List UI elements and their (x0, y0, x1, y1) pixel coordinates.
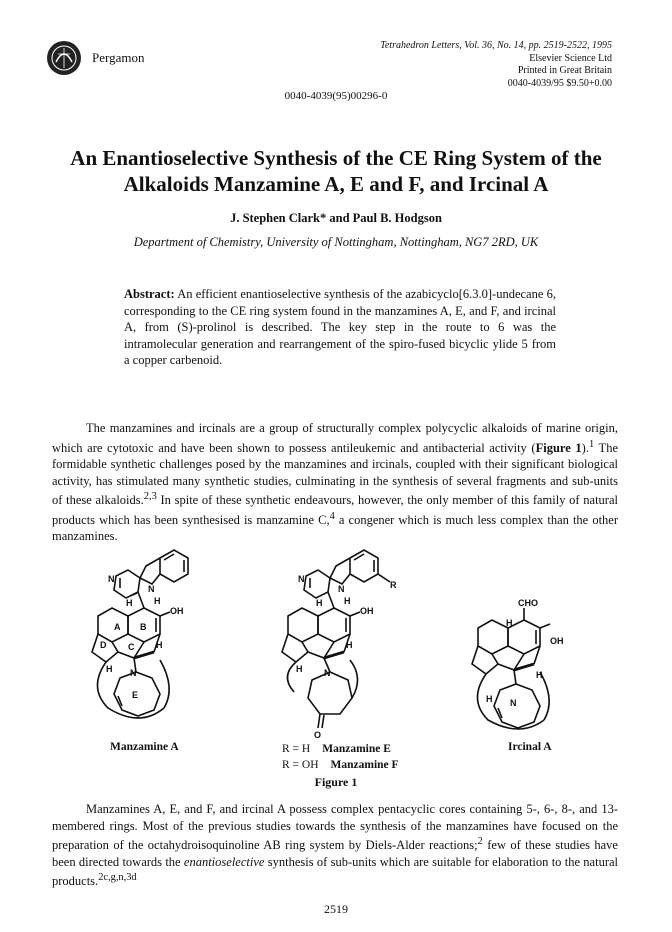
journal-info (380, 40, 612, 90)
label-r-h: R = H (282, 743, 311, 755)
label-ircinal-a: Ircinal A (508, 741, 552, 753)
atom-n: N (324, 668, 331, 678)
atom-h: H (346, 640, 353, 650)
atom-o: O (314, 730, 322, 740)
atom-h: H (106, 664, 113, 674)
label-manzamine-e-f (282, 741, 399, 773)
atom-n: N (510, 698, 517, 708)
atom-h: H (154, 596, 161, 606)
ring-a-label: A (114, 622, 121, 632)
ring-d-label: D (100, 640, 107, 650)
citation: 2 (477, 836, 483, 847)
label-manzamine-e: Manzamine E (322, 743, 391, 755)
atom-h: H (126, 598, 133, 608)
citation: 1 (588, 438, 595, 450)
body-paragraph-1: The manzamines and ircinals are a group of structurally complex polycyclic alkaloids of marine origin, which are cytotoxic and have been shown to possess antileukemic and antibacterial activity (Figure 1).$^1$ The formidable synthetic challenges posed by the manzamines and ircinals, coupled with their significant biological activity, has stimulated many synthetic studies, culminating in the synthesis of several fragments and sub-units of these alkaloids.$^{2,3}$ In spite of these synthetic endeavours, however, the only member of this family of natural products which has been synthesised is manzamine C,$^4$ a congener which is much less complex than the other manzamines. (52, 421, 619, 544)
abstract-text: An efficient enantioselective synthesis of the azabicyclo[6.3.0]-undecane 6, corresponding to the CE ring system found in the manzamines A, E, and F, and ircinal A, from (S)-prolinol is described. The key step in the route to 6 was the intramolecular generation and rearrangement of the spiro-fused bicyclic ylide 5 from a copper carbenoid. (124, 287, 556, 367)
doi: 0040-4039(95)00296-0 (284, 90, 388, 102)
ring-c-label: C (128, 642, 135, 652)
atom-h: H (486, 694, 493, 704)
page-number: 2519 (324, 902, 348, 916)
paper-title: An Enantioselective Synthesis of the CE Ring System of the Alkaloids Manzamine A, E and F, and Ircinal A (70, 146, 602, 196)
label-manzamine-a: Manzamine A (110, 741, 179, 753)
figure-caption: Figure 1 (314, 775, 358, 789)
atom-oh: OH (170, 606, 184, 616)
affiliation: Department of Chemistry, University of Nottingham, Nottingham, NG7 2RD, UK (133, 235, 539, 249)
price-line: 0040-4039/95 $9.50+0.00 (507, 77, 612, 89)
authors: J. Stephen Clark* and Paul B. Hodgson (230, 211, 442, 225)
atom-n: N (338, 584, 345, 594)
manzamine-a-structure (92, 550, 188, 718)
printed-line: Printed in Great Britain (517, 65, 612, 76)
body-paragraph-2: Manzamines A, E, and F, and ircinal A possess complex pentacyclic cores containing 5-, 6-, 8-, and 13-membered rings. Most of the previous studies towards the synthesis of the manzamines have focused on the preparation of the octahydroisoquinoline AB ring system by Diels-Alder reactions;$^2$ few of these studies have been directed towards the enantioselective synthesis of sub-units which are suitable for elaboration to the natural products.$^{2c,g,n,3d}$ (52, 802, 618, 889)
abstract-label: Abstract: (124, 287, 175, 301)
atom-h: H (296, 664, 303, 674)
publisher-name: Pergamon (92, 50, 145, 65)
journal-line: Tetrahedron Letters, Vol. 36, No. 14, pp. 2519-2522, 1995 (380, 40, 612, 51)
atom-r: R (390, 580, 397, 590)
figure-reference: Figure 1 (535, 440, 582, 455)
publisher-logo-icon (46, 40, 82, 76)
atom-oh: OH (360, 606, 374, 616)
atom-h: H (344, 596, 351, 606)
label-r-oh: R = OH (282, 759, 319, 771)
atom-h: H (316, 598, 323, 608)
atom-n: N (108, 574, 115, 584)
atom-h: H (156, 640, 163, 650)
copyright-line: Elsevier Science Ltd (529, 52, 612, 64)
atom-h: H (506, 618, 513, 628)
atom-oh: OH (550, 636, 564, 646)
abstract (124, 286, 556, 369)
citation: 4 (329, 510, 335, 522)
emphasis: enantioselective (183, 854, 265, 869)
ring-b-label: B (140, 622, 147, 632)
atom-n: N (298, 574, 305, 584)
atom-cho: CHO (518, 598, 538, 608)
citation: 2,3 (143, 491, 157, 503)
citation: 2c,g,n,3d (98, 872, 137, 884)
label-manzamine-f: Manzamine F (330, 759, 399, 771)
figure-1-structures (90, 548, 600, 748)
atom-n: N (130, 668, 137, 678)
ring-e-label: E (132, 690, 139, 700)
atom-h: H (536, 670, 543, 680)
atom-n: N (148, 584, 155, 594)
